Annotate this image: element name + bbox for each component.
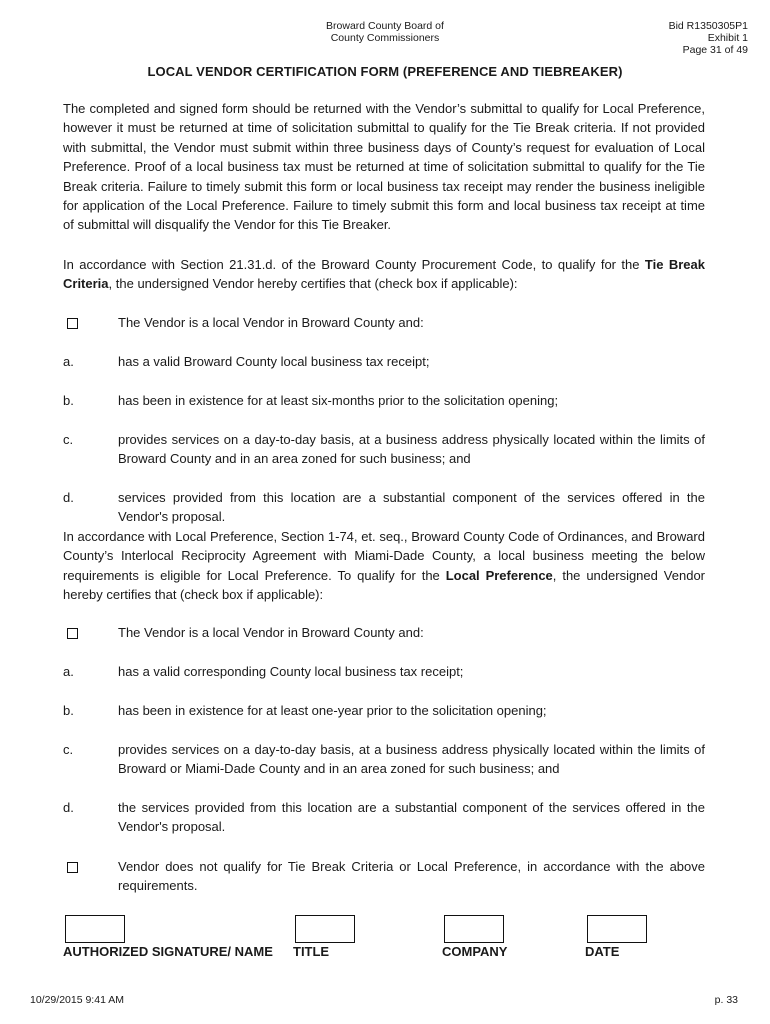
company-label: COMPANY (442, 944, 508, 959)
header-org-line2: County Commissioners (330, 32, 440, 44)
tiebreak-checkbox[interactable] (67, 318, 78, 329)
local-preference-checkbox-label: The Vendor is a local Vendor in Broward County and: (118, 625, 424, 640)
signature-name-label: AUTHORIZED SIGNATURE/ NAME (63, 944, 273, 959)
footer-datetime: 10/29/2015 9:41 AM (30, 994, 124, 1006)
header-bid-info (669, 20, 748, 56)
company-field[interactable] (444, 915, 504, 943)
title-field[interactable] (295, 915, 355, 943)
header-bid-number: Bid R1350305P1 (668, 20, 748, 32)
title-label: TITLE (293, 944, 330, 959)
header-organization (0, 20, 770, 44)
tiebreak-intro: In accordance with Section 21.31.d. of the Broward County Procurement Code, to qualify for the Tie Break Criteria, the undersigned Vendor hereby certifies that (check box if applicable): (63, 257, 705, 292)
not-qualify-label: Vendor does not qualify for Tie Break Criteria or Local Preference, in accordance with the above requirements. (118, 859, 705, 894)
not-qualify-checkbox[interactable] (67, 862, 78, 873)
local-preference-checkbox[interactable] (67, 628, 78, 639)
local-preference-intro: In accordance with Local Preference, Section 1-74, et. seq., Broward County Code of Ordinances, and Broward County’s Interlocal Reciprocity Agreement with Miami-Dade County, a local business meeting the below requirements is eligible for Local Preference. To qualify for the Local Preference, the undersigned Vendor hereby certifies that (check box if applicable): (63, 529, 705, 603)
date-field[interactable] (587, 915, 647, 943)
signature-name-field[interactable] (65, 915, 125, 943)
tiebreak-checkbox-label: The Vendor is a local Vendor in Broward County and: (118, 315, 424, 330)
date-label: DATE (585, 944, 620, 959)
footer-page-number: p. 33 (714, 994, 738, 1006)
header-page-number: Page 31 of 49 (682, 44, 748, 56)
intro-paragraph: The completed and signed form should be returned with the Vendor’s submittal to qualify for Local Preference, however it must be returned at time of solicitation submittal to qualify for the Tie Break criteria. If not provided with submittal, the Vendor must submit within three business days of County’s request for evaluation of Local Preference. Proof of a local business tax must be returned at time of solicitation submittal to qualify for the Tie Break criteria. Failure to timely submit this form or local business tax receipt may render the business ineligible for application of the Local Preference. Failure to timely submit this form and local business tax receipt at time of submittal will disqualify the Vendor for this Tie Breaker. (63, 101, 705, 233)
header-org-line1: Broward County Board of (326, 20, 444, 32)
form-title: LOCAL VENDOR CERTIFICATION FORM (PREFERENCE AND TIEBREAKER) (147, 64, 623, 79)
header-exhibit: Exhibit 1 (707, 32, 748, 44)
tiebreak-criteria-bold: Tie Break Criteria (63, 257, 705, 292)
local-preference-bold: Local Preference (445, 567, 553, 583)
